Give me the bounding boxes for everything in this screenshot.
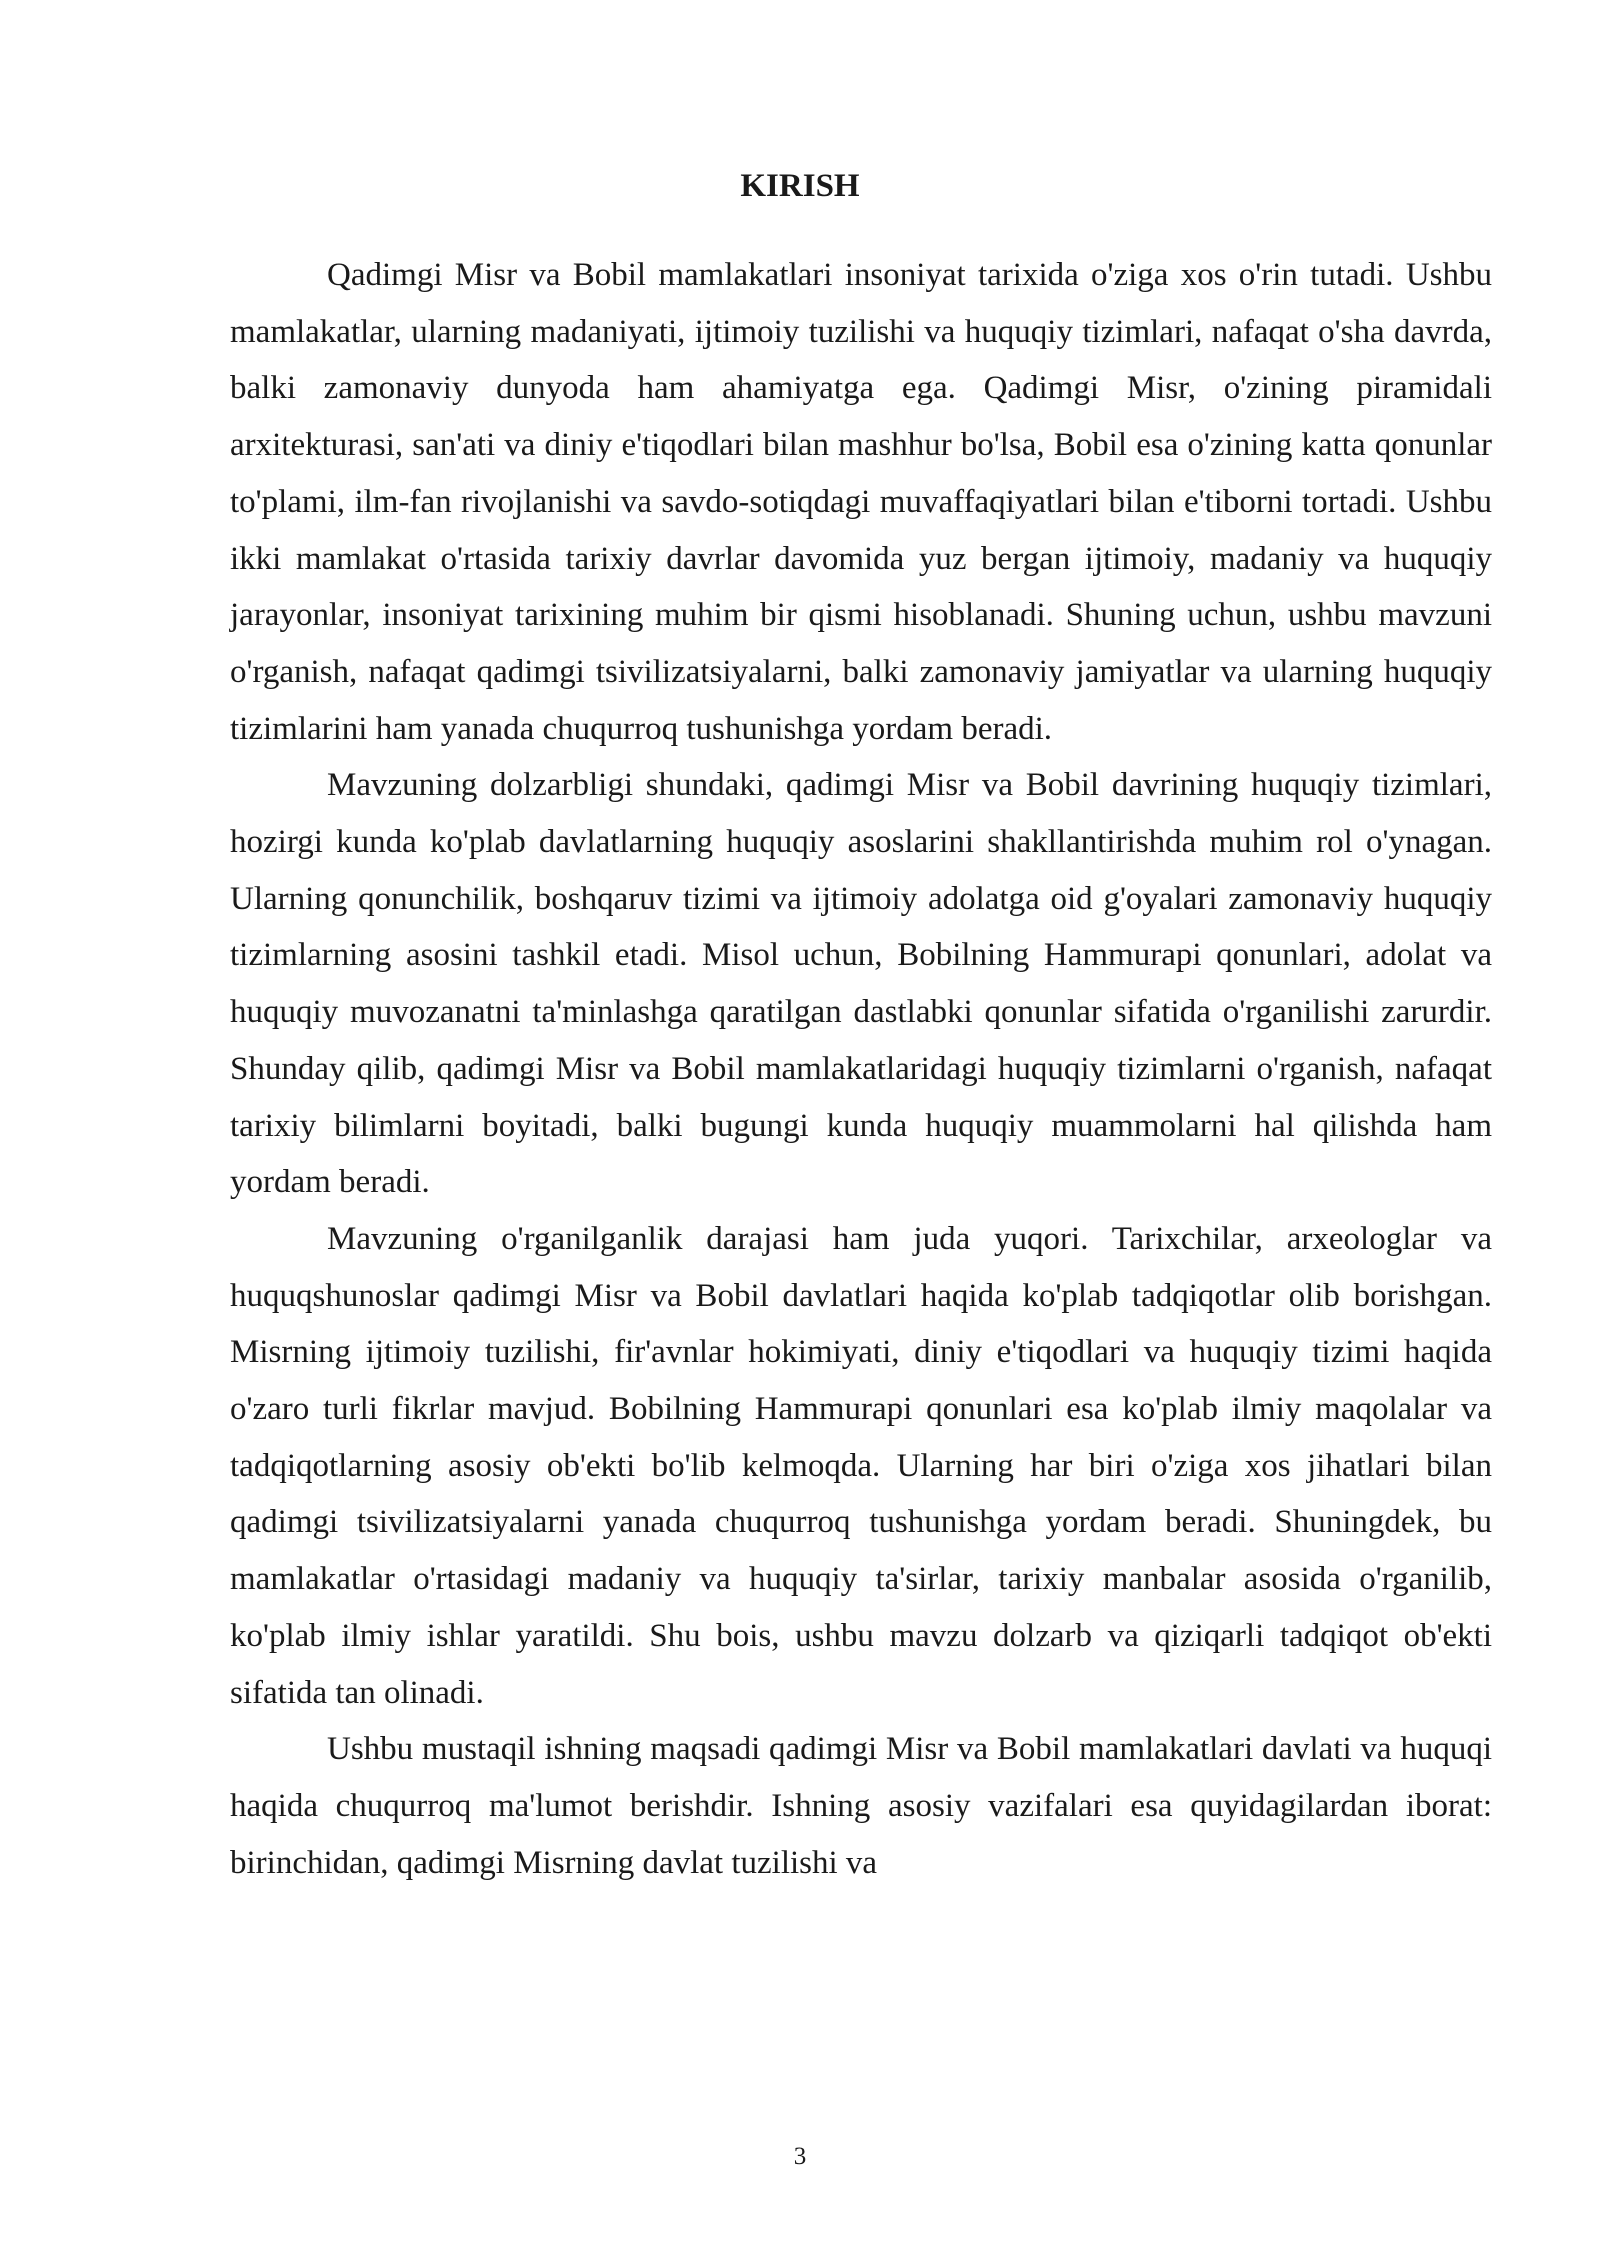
paragraph-introduction: Qadimgi Misr va Bobil mamlakatlari insoniyat tarixida o'ziga xos o'rin tutadi. Ushbu mamlakatlar, ularning madaniyati, ijtimoiy tuzilishi va huquqiy tizimlari, nafaqat o'sha davrda, balki zamonaviy dunyoda ham ahamiyatga ega. Qadimgi Misr, o'zining piramidali arxitekturasi, san'ati va diniy e'tiqodlari bilan mashhur bo'lsa, Bobil esa o'zining katta qonunlar to'plami, ilm-fan rivojlanishi va savdo-sotiqdagi muvaffaqiyatlari bilan e'tiborni tortadi. Ushbu ikki mamlakat o'rtasida tarixiy davrlar davomida yuz bergan ijtimoiy, madaniy va huquqiy jarayonlar, insoniyat tarixining muhim bir qismi hisoblanadi. Shuning uchun, ushbu mavzuni o'rganish, nafaqat qadimgi tsivilizatsiyalarni, balki zamonaviy jamiyatlar va ularning huquqiy tizimlarini ham yanada chuqurroq tushunishga yordam beradi.: [230, 257, 1492, 747]
section-heading: KIRISH: [740, 168, 860, 204]
page-number: 3: [793, 2143, 807, 2170]
body-text: [230, 247, 1492, 1891]
paragraph-study-level: Mavzuning o'rganilganlik darajasi ham juda yuqori. Tarixchilar, arxeologlar va huquqshunoslar qadimgi Misr va Bobil davlatlari haqida ko'plab tadqiqotlar olib borishgan. Misrning ijtimoiy tuzilishi, fir'avnlar hokimiyati, diniy e'tiqodlari va huquqiy tizimi haqida o'zaro turli fikrlar mavjud. Bobilning Hammurapi qonunlari esa ko'plab ilmiy maqolalar va tadqiqotlarning asosiy ob'ekti bo'lib kelmoqda. Ularning har biri o'ziga xos jihatlari bilan qadimgi tsivilizatsiyalarni yanada chuqurroq tushunishga yordam beradi. Shuningdek, bu mamlakatlar o'rtasidagi madaniy va huquqiy ta'sirlar, tarixiy manbalar asosida o'rganilib, ko'plab ilmiy ishlar yaratildi. Shu bois, ushbu mavzu dolzarb va qiziqarli tadqiqot ob'ekti sifatida tan olinadi.: [230, 1220, 1492, 1711]
paragraph-relevance: Mavzuning dolzarbligi shundaki, qadimgi Misr va Bobil davrining huquqiy tizimlari, hozirgi kunda ko'plab davlatlarning huquqiy asoslarini shakllantirishda muhim rol o'ynagan. Ularning qonunchilik, boshqaruv tizimi va ijtimoiy adolatga oid g'oyalari zamonaviy huquqiy tizimlarning asosini tashkil etadi. Misol uchun, Bobilning Hammurapi qonunlari, adolat va huquqiy muvozanatni ta'minlashga qaratilgan dastlabki qonunlar sifatida o'rganilishi zarurdir. Shunday qilib, qadimgi Misr va Bobil mamlakatlaridagi huquqiy tizimlarni o'rganish, nafaqat tarixiy bilimlarni boyitadi, balki bugungi kunda huquqiy muammolarni hal qilishda ham yordam beradi.: [230, 767, 1492, 1201]
paragraph-goal: Ushbu mustaqil ishning maqsadi qadimgi Misr va Bobil mamlakatlari davlati va huquqi haqida chuqurroq ma'lumot berishdir. Ishning asosiy vazifalari esa quyidagilardan iborat: birinchidan, qadimgi Misrning davlat tuzilishi va: [230, 1731, 1492, 1881]
